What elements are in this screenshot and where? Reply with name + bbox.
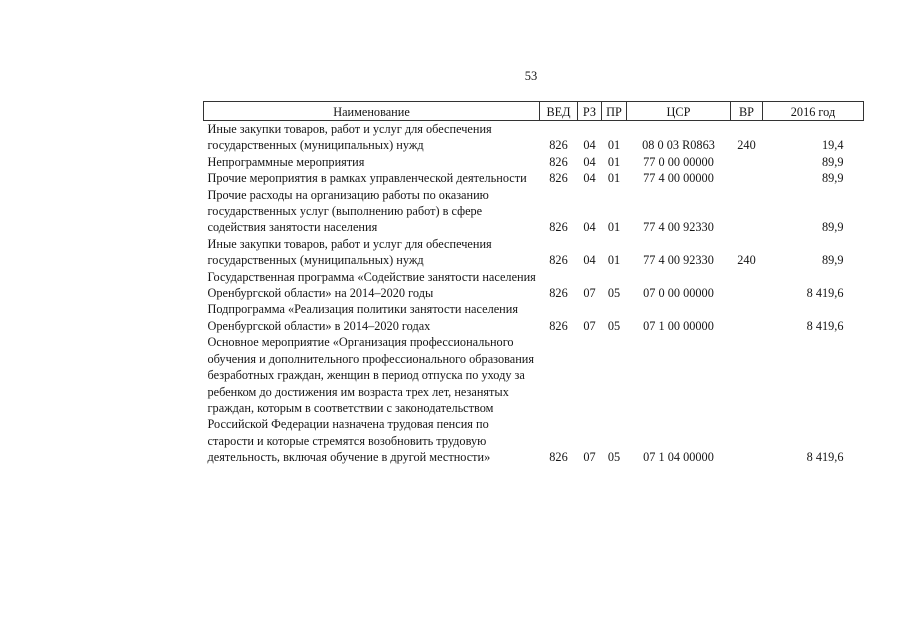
row-rz: 04 [583, 220, 596, 235]
row-amount: 8 419,6 [806, 450, 844, 465]
row-csr: 07 1 04 00000 [643, 450, 714, 465]
row-amount: 8 419,6 [806, 318, 844, 333]
row-name: Непрограммные мероприятия [207, 154, 365, 169]
budget-table [203, 101, 864, 466]
row-vr [731, 187, 763, 236]
row-name: Прочие мероприятия в рамках управленческой деятельности [207, 171, 527, 186]
row-rz: 04 [583, 171, 596, 186]
row-name: Прочие расходы на организацию работы по оказанию государственных услуг (выполнению работ) в сфере содействия занятости населения [207, 187, 489, 235]
row-ved: 826 [549, 171, 568, 186]
row-pr: 01 [607, 138, 621, 153]
row-amount: 89,9 [821, 220, 844, 235]
row-ved: 826 [549, 220, 568, 235]
row-rz: 07 [583, 286, 596, 301]
row-amount: 8 419,6 [806, 286, 844, 301]
row-vr [731, 170, 763, 186]
table-row [204, 334, 864, 465]
header-pr: ПР [602, 102, 627, 121]
header-csr: ЦСР [627, 102, 731, 121]
row-rz: 07 [583, 318, 596, 333]
table-row [204, 170, 864, 186]
row-ved: 826 [549, 318, 568, 333]
row-name: Государственная программа «Содействие занятости населения Оренбургской области» на 2014–2020 годы [207, 269, 536, 301]
row-pr: 05 [607, 318, 621, 333]
row-vr: 240 [737, 253, 756, 268]
row-ved: 826 [549, 253, 568, 268]
header-rz: РЗ [578, 102, 602, 121]
row-ved: 826 [549, 286, 568, 301]
row-vr [731, 154, 763, 170]
row-amount: 89,9 [821, 253, 844, 268]
row-rz: 04 [583, 138, 596, 153]
row-amount: 89,9 [821, 171, 844, 186]
row-csr: 07 0 00 00000 [643, 286, 714, 301]
row-csr: 77 0 00 00000 [643, 154, 714, 169]
row-amount: 19,4 [821, 138, 844, 153]
table-row [204, 121, 864, 154]
row-csr: 08 0 03 R0863 [642, 138, 715, 153]
row-vr [731, 334, 763, 465]
row-ved: 826 [549, 138, 568, 153]
table-row [204, 154, 864, 170]
row-name: Подпрограмма «Реализация политики занятости населения Оренбургской области» в 2014–2020 годах [207, 302, 518, 333]
row-ved: 826 [549, 450, 568, 465]
row-amount: 89,9 [821, 154, 844, 169]
table-row [204, 236, 864, 269]
table-header-row [204, 102, 864, 121]
row-name: Иные закупки товаров, работ и услуг для обеспечения государственных (муниципальных) нужд [207, 236, 492, 268]
header-name: Наименование [204, 102, 540, 121]
row-csr: 77 4 00 92330 [643, 253, 714, 268]
header-year: 2016 год [763, 102, 864, 121]
row-rz: 07 [583, 450, 596, 465]
row-name: Иные закупки товаров, работ и услуг для обеспечения государственных (муниципальных) нужд [207, 122, 492, 153]
row-name: Основное мероприятие «Организация профессионального обучения и дополнительного профессионального образования безработных граждан, женщин в период отпуска по уходу за ребенком до достижения им возраста трех лет, незанятых граждан, которым в соответствии с законодательством Российской Федерации назначена трудовая пенсия по старости и которые стремятся возобновить трудовую деятельность, включая обучение в другой местности» [207, 335, 535, 465]
row-ved: 826 [549, 154, 568, 169]
row-csr: 77 4 00 92330 [643, 220, 714, 235]
row-pr: 01 [607, 253, 621, 268]
row-rz: 04 [583, 154, 596, 169]
row-rz: 04 [583, 253, 596, 268]
row-vr: 240 [737, 138, 756, 153]
header-vr: ВР [731, 102, 763, 121]
row-pr: 05 [607, 286, 621, 301]
row-pr: 01 [607, 220, 621, 235]
table-row [204, 187, 864, 236]
row-csr: 77 4 00 00000 [643, 171, 714, 186]
row-pr: 01 [607, 154, 621, 169]
table-row [204, 269, 864, 302]
row-csr: 07 1 00 00000 [643, 318, 714, 333]
row-vr [731, 301, 763, 334]
page-number: 53 [524, 69, 538, 83]
header-ved: ВЕД [540, 102, 578, 121]
table-row [204, 301, 864, 334]
row-pr: 05 [607, 450, 621, 465]
row-pr: 01 [607, 171, 621, 186]
row-vr [731, 269, 763, 302]
